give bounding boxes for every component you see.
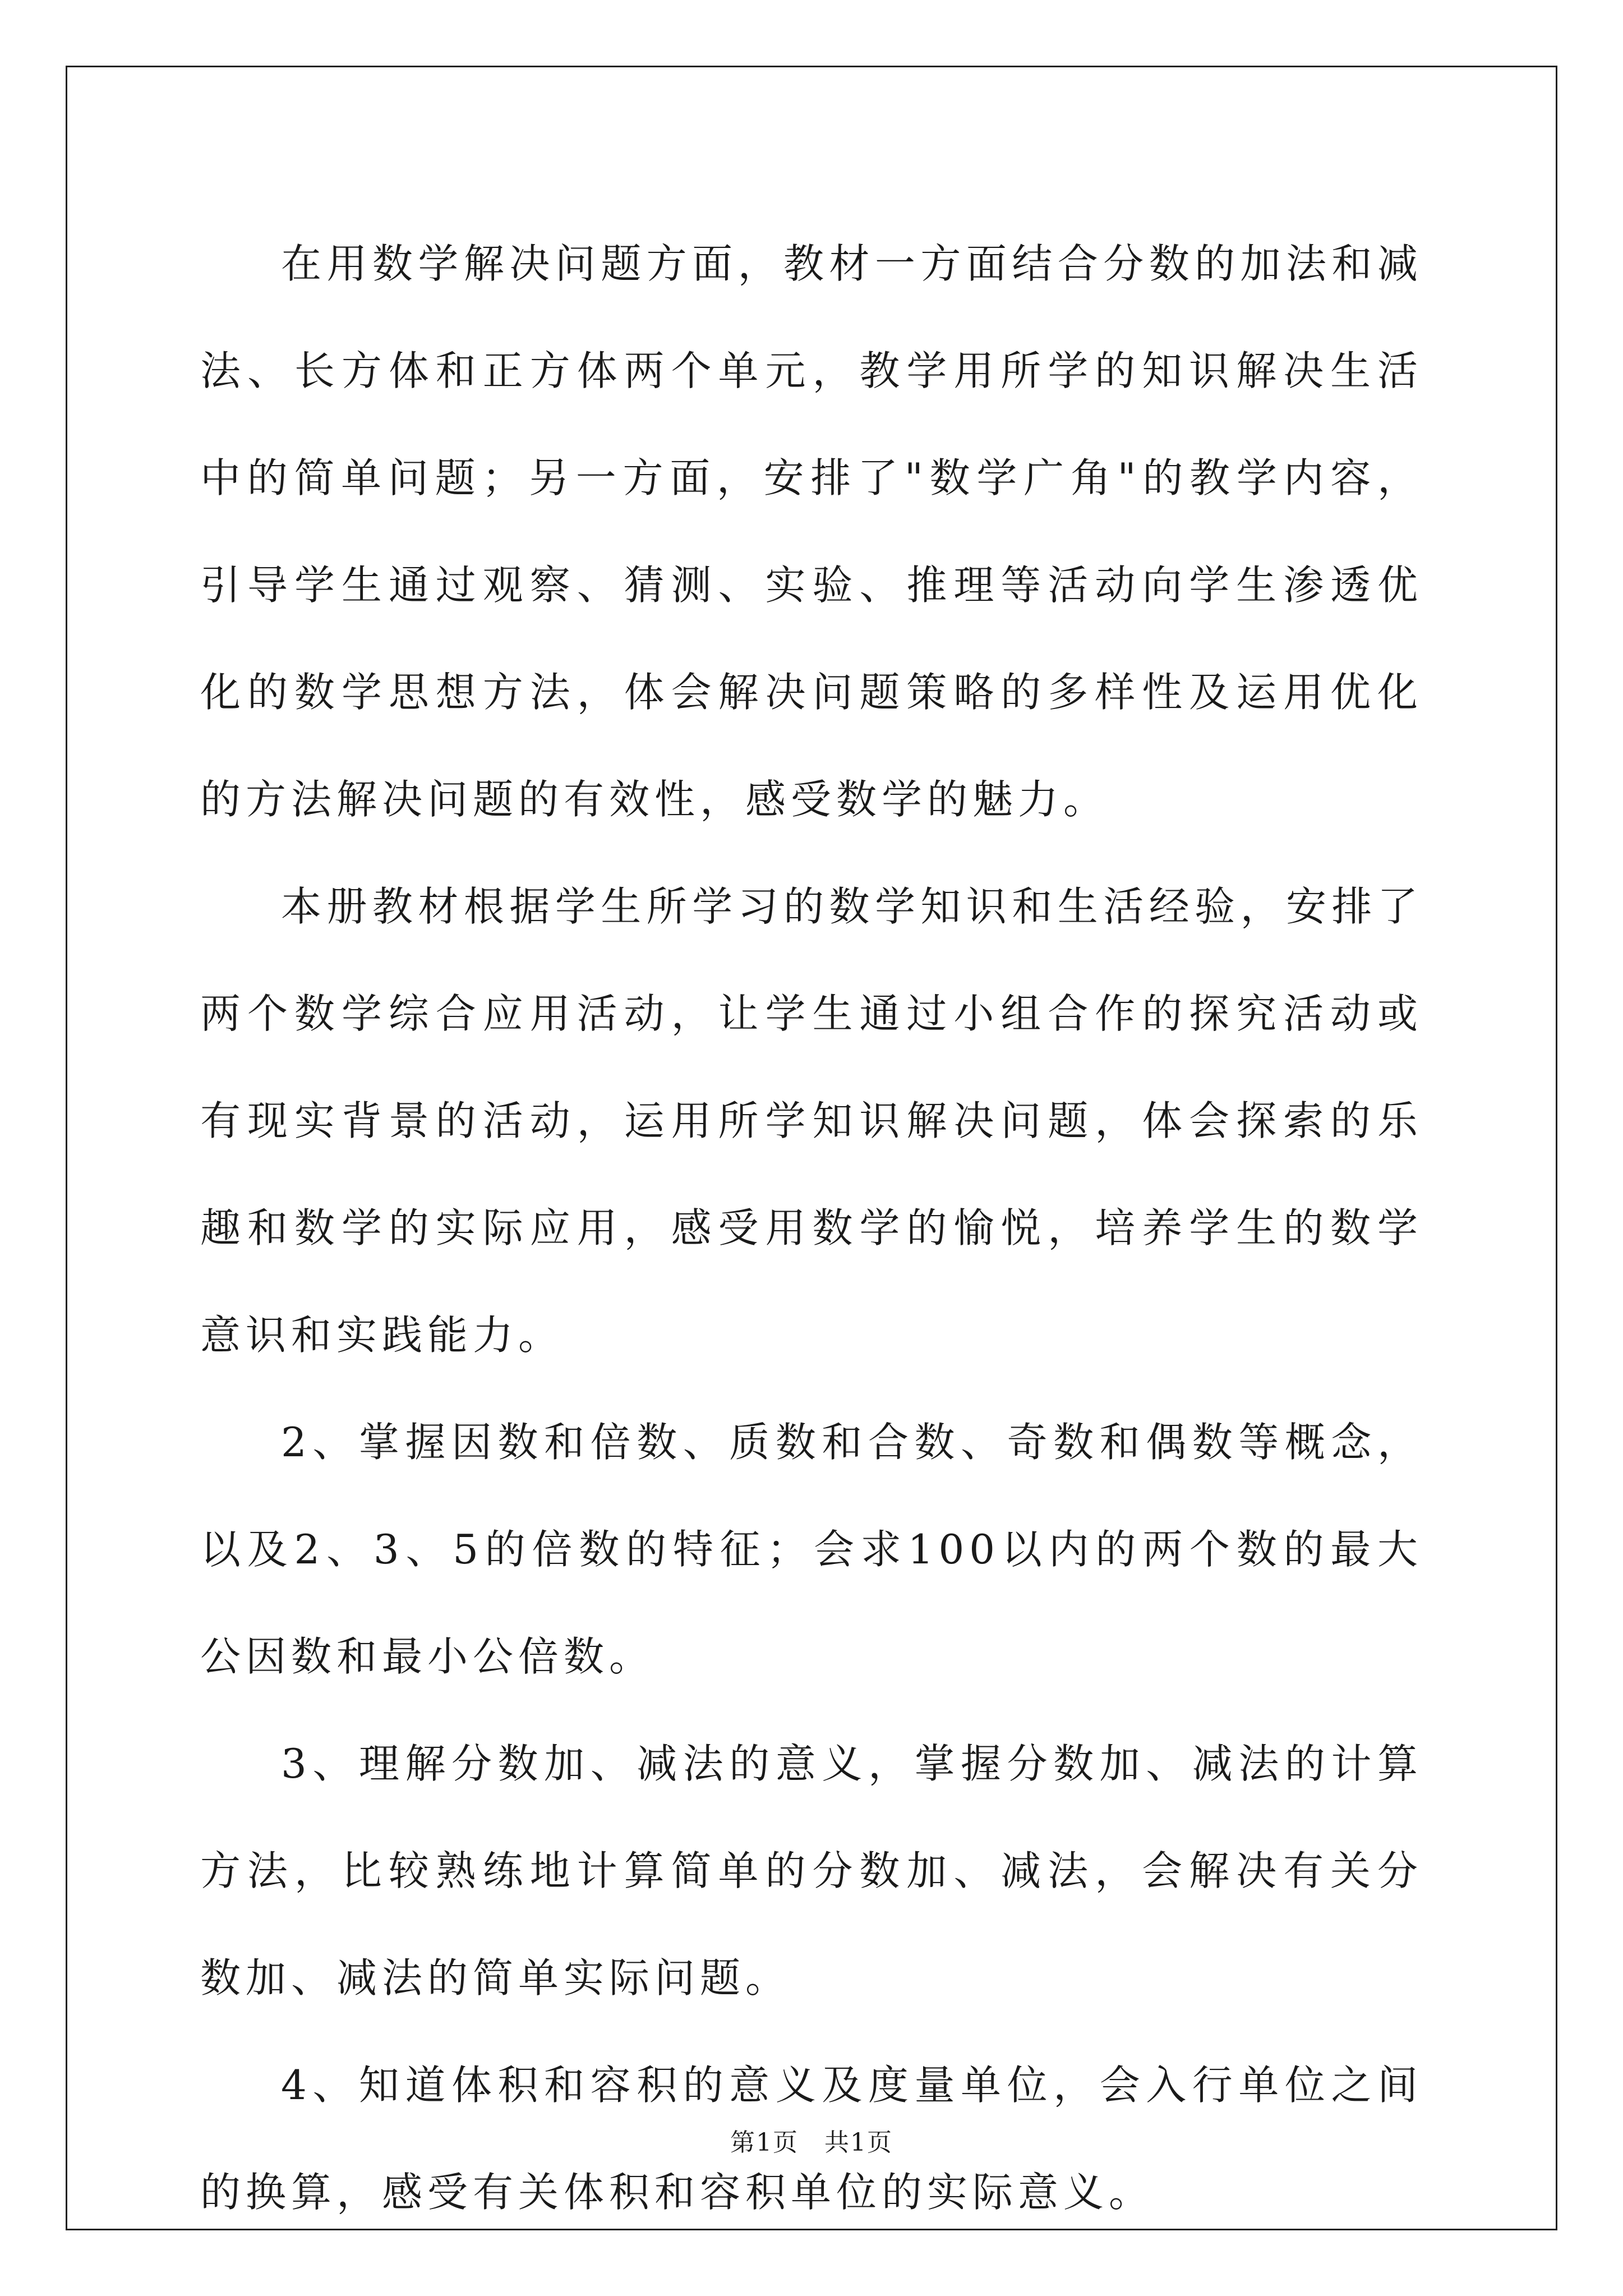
paragraph-comprehensive-activities: 本册教材根据学生所学习的数学知识和生活经验，安排了两个数学综合应用活动，让学生通过小组合作的探究活动或有现实背景的活动，运用所学知识解决问题，体会探索的乐趣和数学的实际应用，感受用数学的愉悦，培养学生的数学意识和实践能力。: [200, 883, 1423, 1359]
page-footer: 第1页 共1页: [730, 2128, 893, 2157]
document-body: [200, 210, 1423, 2246]
paragraph-goal-4: 4、知道体积和容积的意义及度量单位，会入行单位之间的换算，感受有关体积和容积单位的实际意义。: [200, 2062, 1423, 2216]
paragraph-goal-2: 2、掌握因数和倍数、质数和合数、奇数和偶数等概念，以及2、3、5的倍数的特征；会求100以内的两个数的最大公因数和最小公倍数。: [200, 1419, 1423, 1680]
paragraph-goal-3: 3、理解分数加、减法的意义，掌握分数加、减法的计算方法，比较熟练地计算简单的分数加、减法，会解决有关分数加、减法的简单实际问题。: [200, 1740, 1423, 2001]
paragraph-problem-solving: 在用数学解决问题方面，教材一方面结合分数的加法和减法、长方体和正方体两个单元，教学用所学的知识解决生活中的简单问题；另一方面，安排了"数学广角"的教学内容，引导学生通过观察、猜测、实验、推理等活动向学生渗透优化的数学思想方法，体会解决问题策略的多样性及运用优化的方法解决问题的有效性，感受数学的魅力。: [200, 240, 1423, 823]
